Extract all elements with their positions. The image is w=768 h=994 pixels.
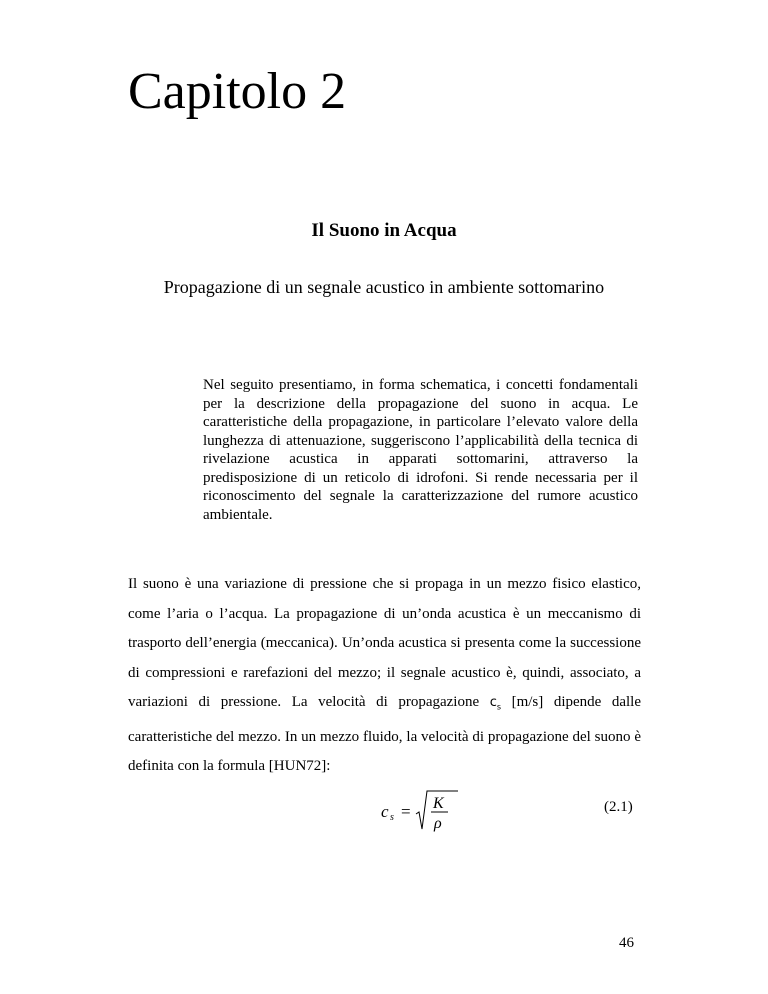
equation-equals-sign: =	[401, 802, 411, 821]
abstract-paragraph: Nel seguito presentiamo, in forma schematica, i concetti fondamentali per la descrizione della propagazione del suono in acqua. Le caratteristiche della propagazione, in particolare l’elevato valore della lunghezza di attenuazione, suggeriscono l’applicabilità della tecnica di rivelazione acustica in apparati sottomarini, attraverso la predisposizione di un reticolo di idrofoni. Si rende necessaria per il riconoscimento del segnale la caratterizzazione del rumore acustico ambientale.	[203, 377, 638, 523]
body-paragraph	[128, 570, 641, 782]
equation-lhs-main: c	[381, 802, 389, 821]
inline-velocity-symbol	[490, 695, 501, 710]
equation-lhs-sub: s	[390, 812, 394, 823]
equation-denominator: ρ	[434, 815, 442, 832]
body-text-part-1: Il suono è una variazione di pressione che si propaga in un mezzo fisico elastico, come l’aria o l’acqua. La propagazione di un’onda acustica è un meccanismo di trasporto dell’energia (meccanica). Un’onda acustica si presenta come la successione di compressioni e rarefazioni del mezzo; il segnale acustico è, quindi, associato, a variazioni di pressione. La velocità di propagazione	[128, 576, 641, 711]
equation-2-1	[378, 782, 458, 842]
equation-numerator: K	[433, 795, 444, 812]
page-number: 46	[619, 935, 634, 951]
body-text-part-2: [m/s] dipende dalle caratteristiche del mezzo. In un mezzo fluido, la velocità di propagazione del suono è definita con la formula [HUN72]:	[128, 694, 642, 775]
inline-symbol-sub: s	[496, 702, 502, 712]
equation-number: (2.1)	[604, 799, 633, 815]
section-title: Il Suono in Acqua	[311, 220, 457, 241]
section-subtitle: Propagazione di un segnale acustico in ambiente sottomarino	[163, 277, 605, 297]
chapter-title: Capitolo 2	[128, 63, 347, 120]
inline-symbol-main: c	[489, 695, 497, 711]
